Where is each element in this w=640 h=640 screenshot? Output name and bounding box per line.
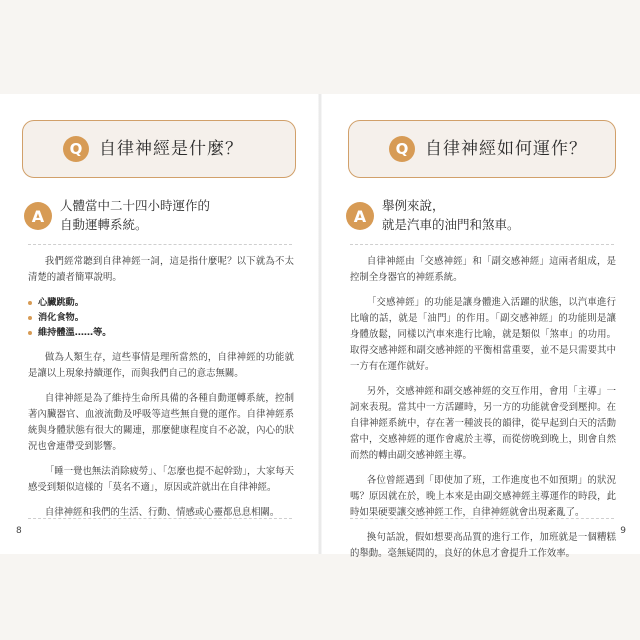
body-text: [350, 254, 616, 571]
answer-heading: [24, 196, 304, 244]
a-badge-icon: A: [346, 202, 374, 230]
paragraph: 自律神經和我們的生活、行動、情感或心靈都息息相關。: [44, 507, 280, 518]
left-page: [0, 94, 318, 554]
dashed-divider-top: [28, 244, 292, 245]
answer-heading: [346, 196, 626, 244]
paragraph: 各位曾經遇到「即使加了班，工作進度也不如預期」的狀況嗎？原因就在於，晚上本來是由副交感神經主導運作的時段，此時如果硬要讓交感神經工作，自律神經就會出現紊亂了。: [350, 475, 616, 518]
answer-line: 人體當中二十四小時運作的: [60, 198, 211, 213]
answer-text: [382, 196, 520, 234]
question-title: 自律神經如何運作？: [425, 139, 587, 159]
right-page: [322, 94, 640, 559]
answer-line: 舉例來說，: [382, 198, 445, 213]
paragraph: 「交感神經」的功能是讓身體進入活躍的狀態，以汽車進行比喻的話，就是「油門」的作用。「副交感神經」的功能則是讓身體放鬆，同樣以汽車來進行比喻，就是類似「煞車」的功用。取得交感神經和副交感神經的平衡相當重要，並不是只需要其中一方有在運作就好。: [350, 297, 616, 372]
page-number: 9: [620, 526, 626, 536]
answer-line: 就是汽車的油門和煞車。: [382, 217, 520, 232]
bullet-dot-icon: [28, 301, 32, 305]
list-item: 消化食物。: [28, 310, 294, 325]
question-box: [22, 120, 296, 178]
body-text: [28, 254, 294, 530]
question-box: [348, 120, 616, 178]
paragraph: 「睡一覺也無法消除疲勞」、「怎麼也提不起幹勁」，大家每天感受到類似這樣的「莫名不適」，原因或許就出在自律神經。: [28, 466, 294, 493]
paragraph: 做為人類生存，這些事情是理所當然的，自律神經的功能就是讓以上現象持續運作，而與我們自己的意志無關。: [28, 352, 294, 379]
q-badge-icon: Q: [63, 136, 89, 162]
q-badge-icon: Q: [389, 136, 415, 162]
list-item: 心臟跳動。: [28, 295, 294, 310]
a-badge-icon: A: [24, 202, 52, 230]
paragraph: 另外，交感神經和副交感神經的交互作用，會用「主導」一詞來表現。當其中一方活躍時，另一方的功能就會受到壓抑。在自律神經系統中，存在著一種波長的韻律，從早起到白天的活動當中，交感神經的運作會處於主導，而從傍晚到晚上，則會自然而然的轉由副交感神經主導。: [350, 386, 616, 461]
list-item: 維持體溫……等。: [28, 325, 294, 340]
page-number: 8: [16, 526, 22, 536]
bullet-dot-icon: [28, 316, 32, 320]
paragraph: 自律神經是為了維持生命所具備的各種自動運轉系統，控制著內臟器官、血液流動及呼吸等這些無自覺的運作。自律神經系統與身體狀態有很大的關連，那麼健康程度自不必說，內心的狀況也會連帶受到影響。: [28, 393, 294, 452]
answer-text: [60, 196, 210, 234]
answer-line: 自動運轉系統。: [60, 217, 148, 232]
paragraph: 換句話說，假如想要高品質的進行工作，加班就是一個糟糕的舉動。毫無疑問的，良好的休息才會提升工作效率。: [350, 532, 616, 559]
question-title: 自律神經是什麼？: [99, 139, 243, 159]
paragraph: 自律神經由「交感神經」和「副交感神經」這兩者組成，是控制全身器官的神經系統。: [350, 256, 616, 283]
paragraph: 我們經常聽到自律神經一詞，這是指什麼呢？以下就為不太清楚的讀者簡單說明。: [28, 256, 294, 283]
dashed-divider-bottom: [28, 518, 292, 519]
bullet-dot-icon: [28, 331, 32, 335]
bullet-list: [28, 295, 294, 340]
book-spread: [0, 94, 640, 559]
dashed-divider-top: [350, 244, 614, 245]
dashed-divider-bottom: [350, 518, 614, 519]
